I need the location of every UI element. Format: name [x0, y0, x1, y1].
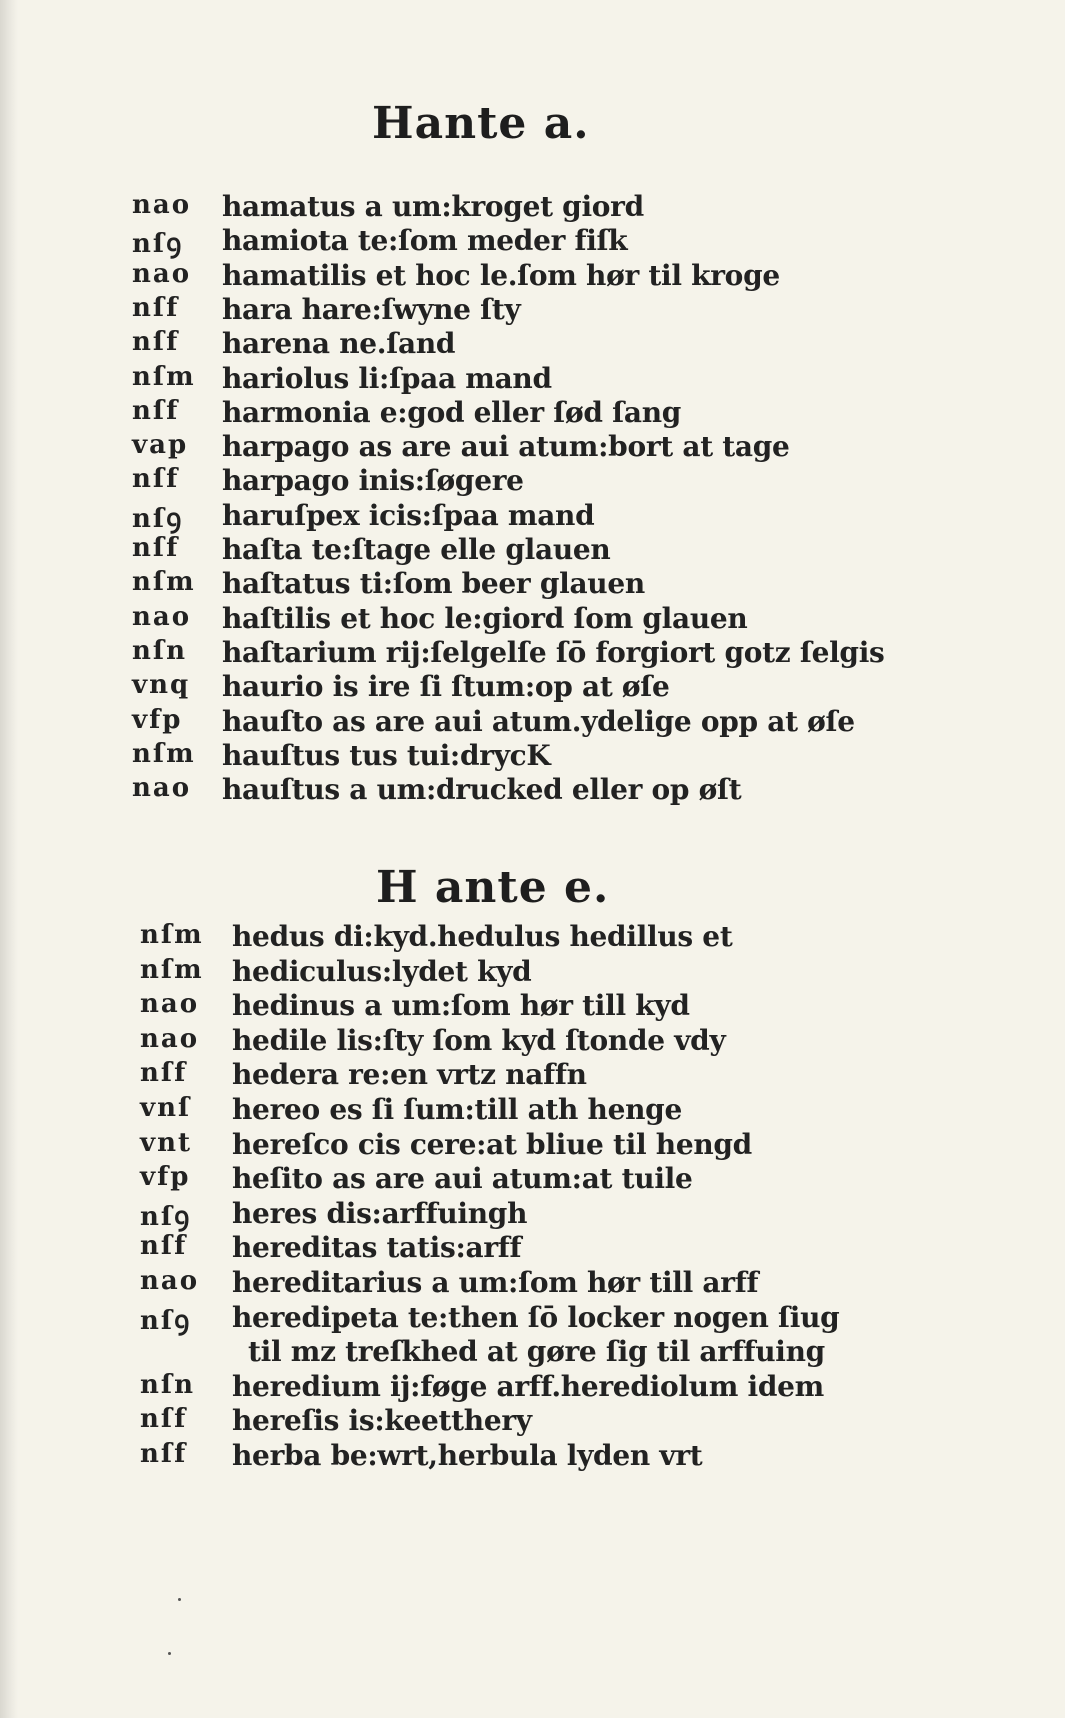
entry-definition: heſito as are aui atum:at tuile	[232, 1162, 693, 1196]
grammar-code: nao	[140, 989, 200, 1020]
entry-definition: hereditarius a um:ſom hør till arff	[232, 1266, 759, 1299]
entry-definition: harmonia e:god eller ſød ſang	[222, 395, 682, 429]
grammar-code: nſf	[132, 395, 180, 426]
entry-definition: hereſco cis cere:at bliue til hengd	[232, 1127, 752, 1161]
grammar-code: nſf	[132, 327, 180, 358]
section-heading-a: Hante a.	[372, 98, 590, 149]
grammar-code: nſꝯ	[132, 229, 184, 260]
entry-definition: haruſpex icis:ſpaa mand	[222, 498, 595, 532]
entry-definition: hara hare:ſwyne ſty	[222, 292, 521, 326]
entry-continuation: til mz treſkhed at gøre ſig til arffuing	[248, 1335, 825, 1369]
grammar-code: nſf	[132, 533, 180, 563]
entry-definition: herba be:wrt,herbula lyden vrt	[232, 1439, 703, 1472]
entry-definition: hamatus a um:kroget giord	[222, 190, 644, 223]
grammar-code: nſf	[140, 1058, 188, 1089]
entry-definition: harena ne.ſand	[222, 327, 456, 361]
entry-definition: harpago as are aui atum:bort at tage	[222, 430, 790, 464]
grammar-code: nſm	[132, 361, 196, 392]
grammar-code: nao	[132, 190, 192, 220]
entry-definition: hauſto as are aui atum.ydelige opp at øſe	[222, 704, 855, 738]
grammar-code: vfp	[132, 704, 183, 735]
grammar-code: vnt	[140, 1127, 193, 1158]
section-heading-e: H ante e.	[376, 862, 610, 913]
entry-definition: hereſis is:keetthery	[232, 1404, 532, 1438]
grammar-code: nſn	[140, 1369, 195, 1400]
grammar-code: vfp	[140, 1162, 191, 1193]
grammar-code: nao	[132, 258, 192, 289]
ink-speck	[168, 1652, 171, 1655]
grammar-code: vnſ	[140, 1093, 192, 1123]
grammar-code: nao	[132, 773, 192, 804]
grammar-code: nao	[140, 1023, 200, 1054]
entry-definition: hereo es ſi ſum:till ath henge	[232, 1093, 682, 1126]
grammar-code: vnq	[132, 670, 191, 701]
entry-definition: haurio is ire ſi ſtum:op at øſe	[222, 670, 670, 704]
grammar-code: nao	[132, 601, 192, 632]
grammar-code: nao	[140, 1266, 200, 1296]
entry-definition: hamiota te:ſom meder fiſk	[222, 224, 628, 258]
entry-definition: hariolus li:ſpaa mand	[222, 361, 552, 395]
entry-definition: heredipeta te:then ſō locker nogen ſiug	[232, 1300, 840, 1334]
entry-definition: hereditas tatis:arff	[232, 1231, 522, 1265]
grammar-code: nſf	[132, 292, 180, 323]
grammar-code: vap	[132, 430, 189, 461]
entry-definition: haſtarium rij:ſelgelſe ſō forgiort gotz ſelgis	[222, 635, 885, 669]
grammar-code: nſf	[132, 464, 180, 495]
entry-definition: hedinus a um:ſom hør till kyd	[232, 989, 690, 1023]
grammar-code: nſf	[140, 1231, 188, 1262]
grammar-code: nſf	[140, 1404, 188, 1435]
grammar-code: nſm	[132, 738, 196, 769]
entry-definition: hedera re:en vrtz naffn	[232, 1058, 587, 1092]
grammar-code: nſm	[140, 920, 204, 950]
grammar-code: nſf	[140, 1439, 188, 1469]
entry-definition: hedus di:kyd.hedulus hedillus et	[232, 920, 733, 953]
entry-definition: hedile lis:ſty ſom kyd ſtonde vdy	[232, 1023, 726, 1057]
entry-definition: hauſtus a um:drucked eller op øſt	[222, 773, 742, 807]
grammar-code: nſm	[140, 954, 204, 985]
grammar-code: nſꝯ	[140, 1305, 192, 1336]
entry-definition: hamatilis et hoc le.ſom hør til kroge	[222, 258, 780, 292]
grammar-code: nſꝯ	[140, 1201, 192, 1232]
ink-speck	[178, 1598, 181, 1601]
entry-definition: heredium ij:føge arff.herediolum idem	[232, 1369, 824, 1403]
entry-definition: heres dis:arffuingh	[232, 1196, 528, 1230]
entry-definition: haſtilis et hoc le:giord ſom glauen	[222, 601, 748, 635]
grammar-code: nſm	[132, 567, 196, 598]
page-edge-shadow	[0, 0, 18, 1718]
grammar-code: nſꝯ	[132, 503, 184, 534]
entry-definition: hauſtus tus tui:drycK	[222, 738, 551, 772]
grammar-code: nſn	[132, 635, 187, 666]
entry-definition: hediculus:lydet kyd	[232, 954, 532, 988]
entry-definition: haſtatus ti:ſom beer glauen	[222, 567, 645, 601]
entry-definition: haſta te:ſtage elle glauen	[222, 533, 611, 566]
entry-definition: harpago inis:ſøgere	[222, 464, 524, 498]
